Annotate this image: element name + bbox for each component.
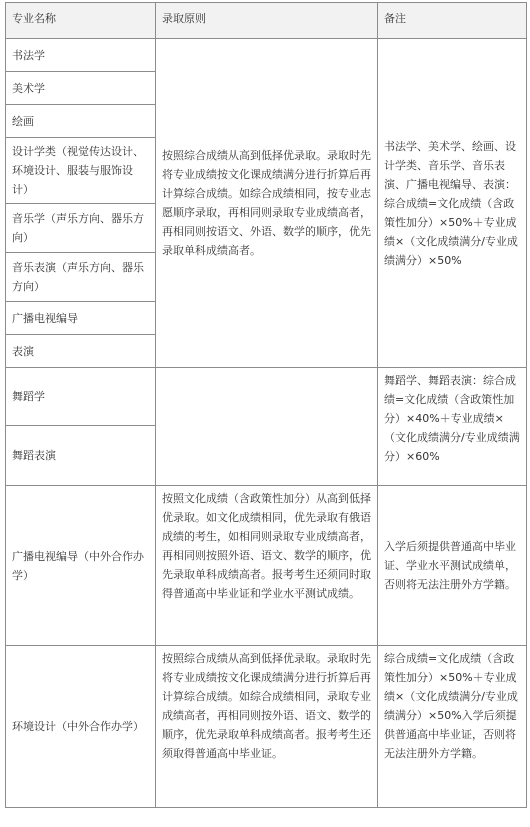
header-principle: 录取原则 xyxy=(156,3,378,39)
major-cell: 表演 xyxy=(6,335,156,368)
major-cell: 书法学 xyxy=(6,39,156,72)
header-remarks: 备注 xyxy=(378,3,527,39)
remarks-cell-dance: 舞蹈学、舞蹈表演：综合成绩=文化成绩（含政策性加分）×40%＋专业成绩×（文化成绩满分/专业成绩满分）×60% xyxy=(378,368,527,486)
principle-cell-empty xyxy=(156,368,378,486)
admission-table xyxy=(5,2,527,808)
major-cell: 广播电视编导（中外合作办学） xyxy=(6,486,156,646)
table-row xyxy=(6,486,527,646)
major-cell: 绘画 xyxy=(6,105,156,138)
major-cell: 设计学类（视觉传达设计、环境设计、服装与服饰设计） xyxy=(6,138,156,204)
table-header-row xyxy=(6,3,527,39)
major-cell: 广播电视编导 xyxy=(6,302,156,335)
table-row xyxy=(6,368,527,426)
remarks-cell-art-music: 书法学、美术学、绘画、设计学类、音乐学、音乐表演、广播电视编导、表演：综合成绩=文化成绩（含政策性加分）×50%＋专业成绩×（文化成绩满分/专业成绩满分）×50% xyxy=(378,39,527,368)
major-cell: 舞蹈表演 xyxy=(6,426,156,486)
major-cell: 环境设计（中外合作办学） xyxy=(6,646,156,808)
major-cell: 美术学 xyxy=(6,72,156,105)
remarks-cell-coop-env: 综合成绩=文化成绩（含政策性加分）×50%＋专业成绩×（文化成绩满分/专业成绩满分）×50%入学后须提供普通高中毕业证，否则将无法注册外方学籍。 xyxy=(378,646,527,808)
table-row xyxy=(6,646,527,808)
remarks-cell-coop-broadcast: 入学后须提供普通高中毕业证、学业水平测试成绩单，否则将无法注册外方学籍。 xyxy=(378,486,527,646)
major-cell: 音乐表演（声乐方向、器乐方向） xyxy=(6,253,156,302)
principle-cell-coop-env: 按照综合成绩从高到低择优录取。录取时先将专业成绩按文化课成绩满分进行折算后再计算综合成绩。如综合成绩相同，录取专业成绩高者，再相同则按外语、语文、数学的顺序，优先录取单科成绩高者。报考考生还须取得普通高中毕业证。 xyxy=(156,646,378,808)
principle-cell-coop-broadcast: 按照文化成绩（含政策性加分）从高到低择优录取。如文化成绩相同，优先录取有俄语成绩的考生，如相同则录取专业成绩高者，再相同则按照外语、语文、数学的顺序，优先录取单科成绩高者。报考考生还须同时取得普通高中毕业证和学业水平测试成绩。 xyxy=(156,486,378,646)
header-major: 专业名称 xyxy=(6,3,156,39)
table-row xyxy=(6,39,527,72)
major-cell: 音乐学（声乐方向、器乐方向） xyxy=(6,204,156,253)
principle-cell-general: 按照综合成绩从高到低择优录取。录取时先将专业成绩按文化课成绩满分进行折算后再计算综合成绩。如综合成绩相同，按专业志愿顺序录取，再相同则录取专业成绩高者，再相同则按语文、外语、数学的顺序，优先录取单科成绩高者。 xyxy=(156,39,378,368)
major-cell: 舞蹈学 xyxy=(6,368,156,426)
